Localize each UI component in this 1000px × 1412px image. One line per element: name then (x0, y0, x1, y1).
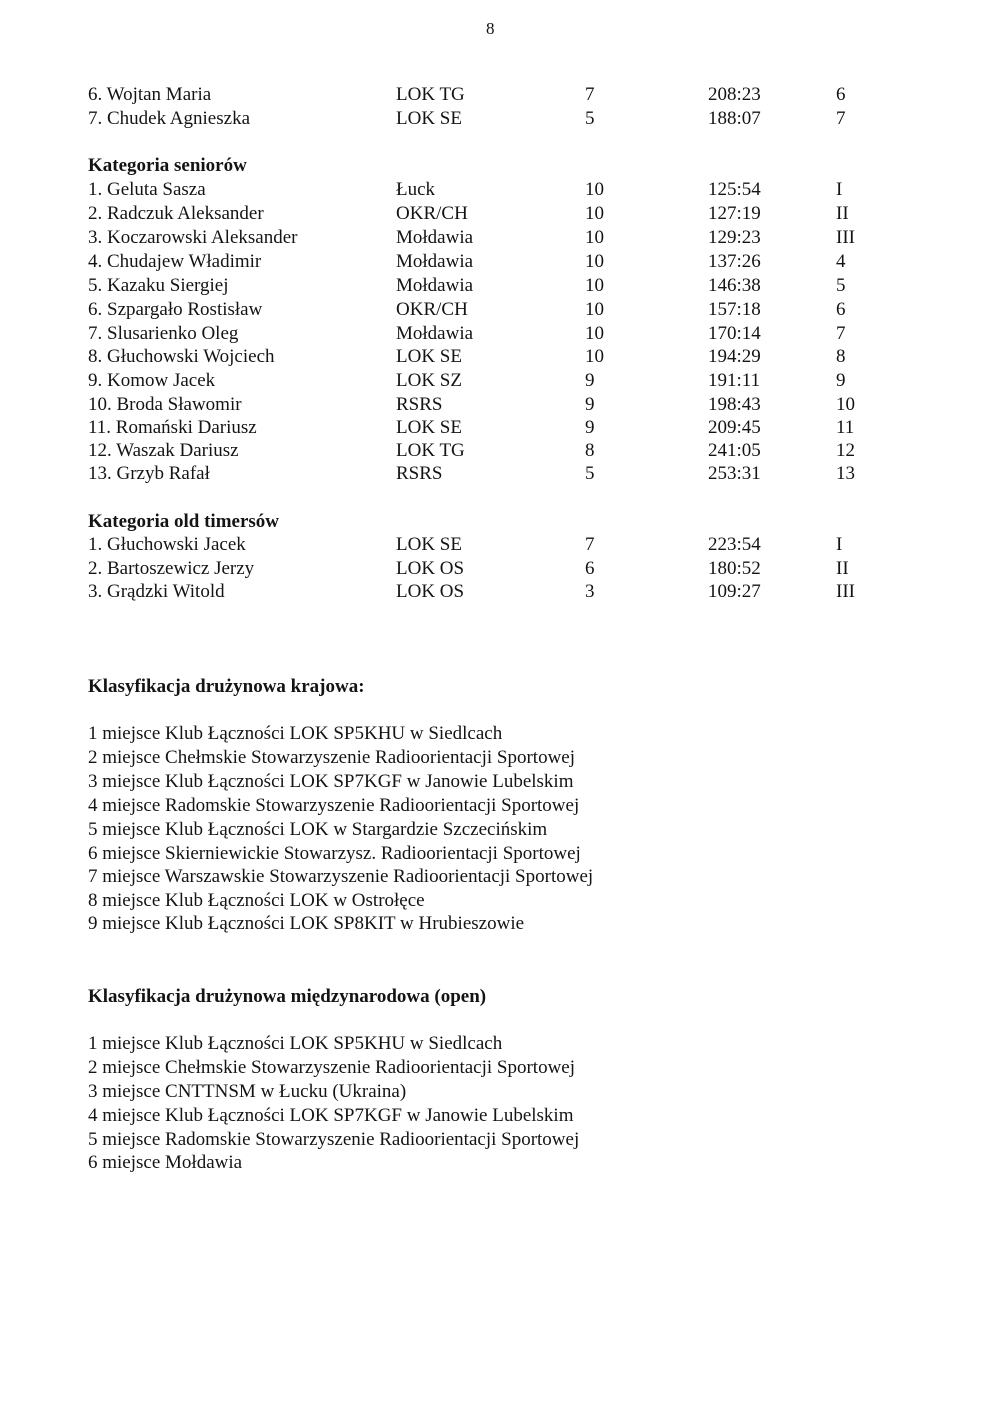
list-item: 1 miejsce Klub Łączności LOK SP5KHU w Siedlcach (88, 1033, 503, 1054)
competitor-points: 9 (585, 394, 595, 415)
competitor-place: 11 (836, 417, 855, 438)
table-row (88, 274, 968, 298)
competitor-place: 13 (836, 463, 855, 484)
list-item: 6 miejsce Mołdawia (88, 1152, 243, 1173)
competitor-points: 10 (585, 179, 604, 200)
competitor-club: LOK OS (396, 558, 465, 579)
competitor-place: 5 (836, 275, 846, 296)
competitor-time: 170:14 (708, 323, 761, 344)
list-item: 8 miejsce Klub Łączności LOK w Ostrołęce (88, 890, 425, 911)
competitor-place: 7 (836, 108, 846, 129)
competitor-club: RSRS (396, 463, 443, 484)
competitor-club: LOK SE (396, 108, 462, 129)
competitor-points: 10 (585, 251, 604, 272)
list-item: 9 miejsce Klub Łączności LOK SP8KIT w Hrubieszowie (88, 913, 525, 934)
competitor-club: LOK SE (396, 534, 462, 555)
competitor-time: 241:05 (708, 440, 761, 461)
table-row (88, 322, 968, 346)
competitor-place: I (836, 179, 843, 200)
table-row (88, 439, 968, 463)
section-heading-team-national: Klasyfikacja drużynowa krajowa: (88, 676, 365, 697)
competitor-points: 7 (585, 534, 595, 555)
competitor-club: LOK OS (396, 581, 465, 602)
competitor-time: 180:52 (708, 558, 761, 579)
table-row (88, 557, 968, 581)
list-item: 2 miejsce Chełmskie Stowarzyszenie Radioorientacji Sportowej (88, 1057, 576, 1078)
competitor-points: 10 (585, 203, 604, 224)
competitor-place: III (836, 227, 855, 248)
competitor-club: Mołdawia (396, 251, 474, 272)
competitor-place: 12 (836, 440, 855, 461)
competitor-name: 3. Koczarowski Aleksander (88, 227, 298, 248)
competitor-place: III (836, 581, 855, 602)
competitor-time: 146:38 (708, 275, 761, 296)
list-item: 6 miejsce Skierniewickie Stowarzysz. Radioorientacji Sportowej (88, 843, 581, 864)
section-heading-old-timers: Kategoria old timersów (88, 511, 280, 532)
competitor-points: 6 (585, 558, 595, 579)
competitor-points: 9 (585, 370, 595, 391)
competitor-time: 157:18 (708, 299, 761, 320)
competitor-place: 6 (836, 299, 846, 320)
competitor-time: 129:23 (708, 227, 761, 248)
competitor-name: 11. Romański Dariusz (88, 417, 257, 438)
competitor-name: 2. Radczuk Aleksander (88, 203, 264, 224)
competitor-place: 10 (836, 394, 855, 415)
competitor-name: 8. Głuchowski Wojciech (88, 346, 275, 367)
competitor-place: II (836, 558, 849, 579)
competitor-club: OKR/CH (396, 299, 468, 320)
competitor-place: 6 (836, 84, 846, 105)
competitor-club: RSRS (396, 394, 443, 415)
competitor-name: 2. Bartoszewicz Jerzy (88, 558, 255, 579)
competitor-place: I (836, 534, 843, 555)
table-row (88, 83, 968, 107)
competitor-name: 7. Chudek Agnieszka (88, 108, 251, 129)
table-row (88, 533, 968, 557)
competitor-name: 1. Głuchowski Jacek (88, 534, 246, 555)
list-item: 4 miejsce Klub Łączności LOK SP7KGF w Janowie Lubelskim (88, 1105, 574, 1126)
competitor-points: 5 (585, 463, 595, 484)
competitor-time: 223:54 (708, 534, 761, 555)
competitor-place: 4 (836, 251, 846, 272)
competitor-club: OKR/CH (396, 203, 468, 224)
table-row (88, 369, 968, 393)
competitor-points: 7 (585, 84, 595, 105)
list-item: 2 miejsce Chełmskie Stowarzyszenie Radioorientacji Sportowej (88, 747, 576, 768)
competitor-points: 9 (585, 417, 595, 438)
competitor-points: 10 (585, 275, 604, 296)
competitor-name: 1. Geluta Sasza (88, 179, 206, 200)
table-row (88, 416, 968, 440)
table-row (88, 250, 968, 274)
competitor-name: 7. Slusarienko Oleg (88, 323, 239, 344)
table-row (88, 226, 968, 250)
competitor-points: 10 (585, 227, 604, 248)
competitor-time: 194:29 (708, 346, 761, 367)
section-heading-seniors: Kategoria seniorów (88, 155, 247, 176)
table-row (88, 202, 968, 226)
list-item: 5 miejsce Radomskie Stowarzyszenie Radioorientacji Sportowej (88, 1129, 580, 1150)
competitor-time: 125:54 (708, 179, 761, 200)
list-item: 4 miejsce Radomskie Stowarzyszenie Radioorientacji Sportowej (88, 795, 580, 816)
list-item: 3 miejsce Klub Łączności LOK SP7KGF w Janowie Lubelskim (88, 771, 574, 792)
competitor-name: 6. Szpargało Rostisław (88, 299, 263, 320)
competitor-place: 8 (836, 346, 846, 367)
competitor-time: 198:43 (708, 394, 761, 415)
competitor-time: 208:23 (708, 84, 761, 105)
competitor-points: 10 (585, 299, 604, 320)
competitor-name: 12. Waszak Dariusz (88, 440, 239, 461)
competitor-points: 3 (585, 581, 595, 602)
list-item: 7 miejsce Warszawskie Stowarzyszenie Radioorientacji Sportowej (88, 866, 594, 887)
table-row (88, 345, 968, 369)
competitor-time: 209:45 (708, 417, 761, 438)
competitor-points: 5 (585, 108, 595, 129)
competitor-place: II (836, 203, 849, 224)
competitor-name: 6. Wojtan Maria (88, 84, 212, 105)
competitor-time: 109:27 (708, 581, 761, 602)
competitor-club: Łuck (396, 179, 436, 200)
competitor-name: 4. Chudajew Władimir (88, 251, 262, 272)
competitor-points: 10 (585, 323, 604, 344)
table-row (88, 178, 968, 202)
table-row (88, 298, 968, 322)
competitor-name: 13. Grzyb Rafał (88, 463, 210, 484)
competitor-name: 9. Komow Jacek (88, 370, 216, 391)
competitor-points: 10 (585, 346, 604, 367)
table-row (88, 393, 968, 417)
competitor-time: 253:31 (708, 463, 761, 484)
competitor-name: 10. Broda Sławomir (88, 394, 242, 415)
page-number: 8 (486, 19, 495, 38)
table-row (88, 580, 968, 604)
table-row (88, 107, 968, 131)
list-item: 3 miejsce CNTTNSM w Łucku (Ukraina) (88, 1081, 407, 1102)
table-row (88, 462, 968, 486)
list-item: 5 miejsce Klub Łączności LOK w Stargardzie Szczecińskim (88, 819, 548, 840)
competitor-time: 137:26 (708, 251, 761, 272)
competitor-points: 8 (585, 440, 595, 461)
competitor-name: 5. Kazaku Siergiej (88, 275, 229, 296)
competitor-club: Mołdawia (396, 323, 474, 344)
list-item: 1 miejsce Klub Łączności LOK SP5KHU w Siedlcach (88, 723, 503, 744)
competitor-place: 7 (836, 323, 846, 344)
section-heading-team-international: Klasyfikacja drużynowa międzynarodowa (open) (88, 986, 487, 1007)
competitor-club: LOK SE (396, 346, 462, 367)
competitor-name: 3. Grądzki Witold (88, 581, 225, 602)
competitor-club: LOK SZ (396, 370, 462, 391)
competitor-club: Mołdawia (396, 227, 474, 248)
competitor-time: 127:19 (708, 203, 761, 224)
competitor-time: 188:07 (708, 108, 761, 129)
competitor-club: LOK TG (396, 84, 465, 105)
competitor-time: 191:11 (708, 370, 761, 391)
competitor-club: Mołdawia (396, 275, 474, 296)
competitor-club: LOK SE (396, 417, 462, 438)
competitor-place: 9 (836, 370, 846, 391)
competitor-club: LOK TG (396, 440, 465, 461)
